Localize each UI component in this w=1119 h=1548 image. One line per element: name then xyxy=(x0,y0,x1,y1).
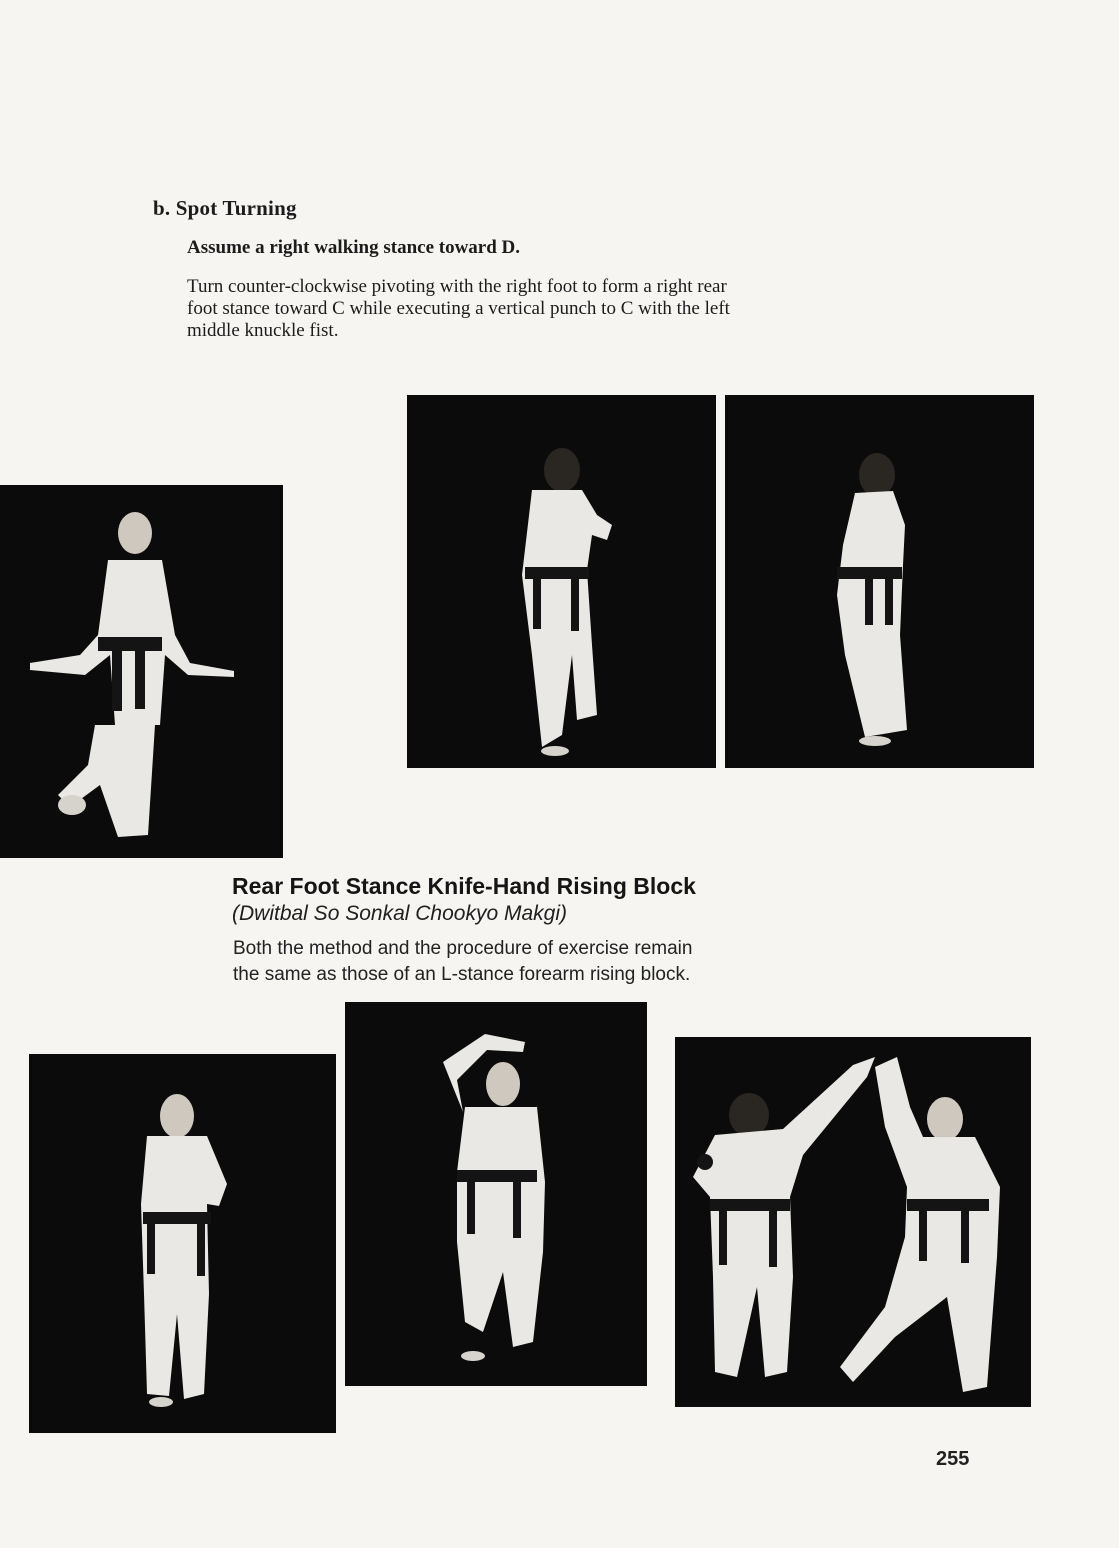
technique-description xyxy=(233,936,873,988)
body-line: Turn counter-clockwise pivoting with the right foot to form a right rear xyxy=(187,276,727,297)
photo-rising-block-front xyxy=(345,1002,647,1386)
body-line: middle knuckle fist. xyxy=(187,320,339,341)
page-number: 255 xyxy=(936,1448,970,1470)
description-line: the same as those of an L-stance forearm rising block. xyxy=(233,964,691,985)
technique-subtitle: (Dwitbal So Sonkal Chookyo Makgi) xyxy=(232,902,567,925)
photo-turn-step-2 xyxy=(725,395,1034,768)
instruction-text: Assume a right walking stance toward D. xyxy=(187,237,521,258)
photo-walking-stance-front xyxy=(0,485,283,858)
photo-ready-stance xyxy=(29,1054,336,1433)
body-line: foot stance toward C while executing a vertical punch to C with the left xyxy=(187,298,730,319)
photo-rising-block-partner xyxy=(675,1037,1031,1407)
section-heading: b. Spot Turning xyxy=(153,196,297,220)
body-paragraph xyxy=(187,276,947,342)
photo-turn-step-1 xyxy=(407,395,716,768)
technique-title: Rear Foot Stance Knife-Hand Rising Block xyxy=(232,873,696,899)
description-line: Both the method and the procedure of exercise remain xyxy=(233,938,693,959)
